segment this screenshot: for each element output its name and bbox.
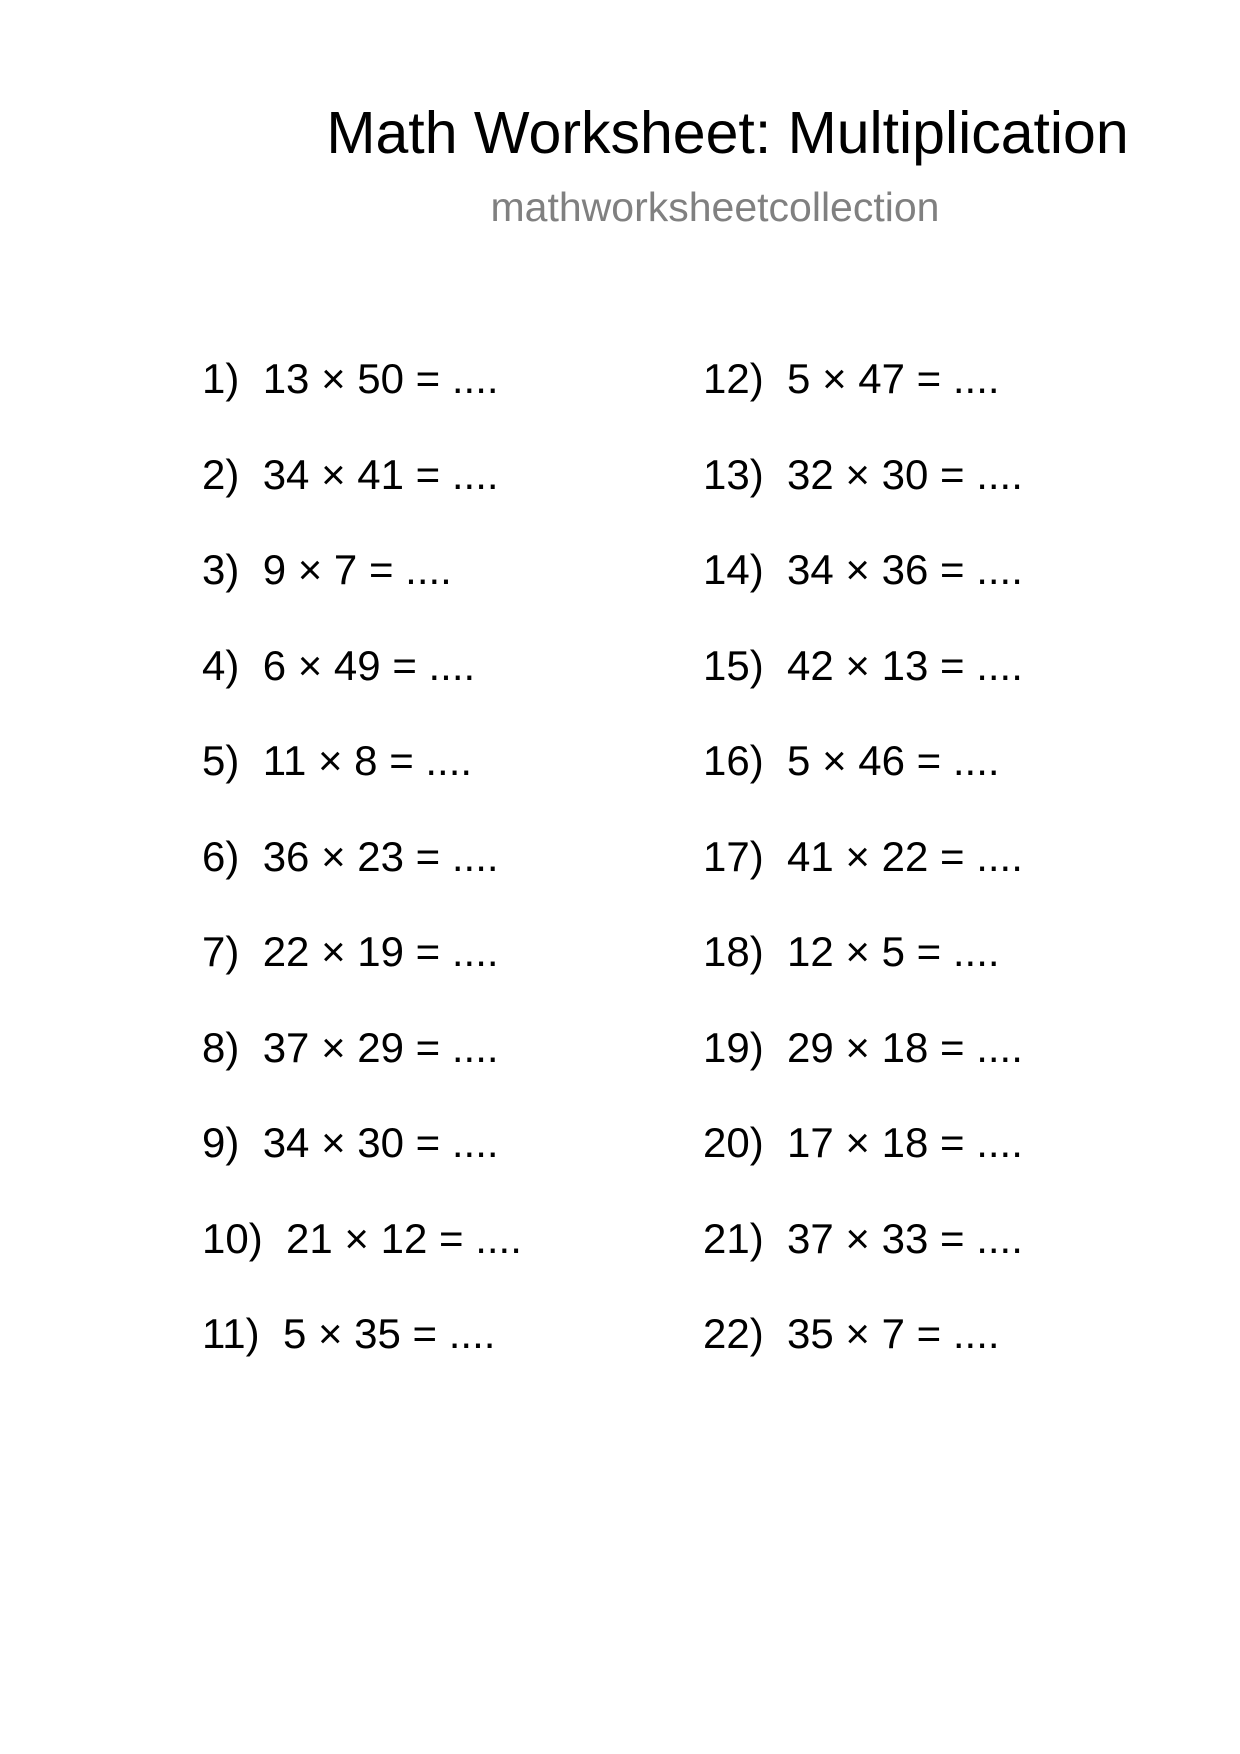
- problem-number: 10): [202, 1214, 263, 1262]
- problems-left-column: [202, 355, 522, 1406]
- problem-number: 12): [703, 355, 764, 402]
- worksheet-title: Math Worksheet: Multiplication: [326, 100, 1129, 166]
- problem-number: 2): [202, 450, 240, 498]
- problem-expression: 22 × 19 = ....: [262, 928, 499, 975]
- problem-item: [202, 737, 522, 833]
- problems-right-column: [703, 355, 1023, 1406]
- problem-number: 5): [202, 737, 240, 784]
- problem-number: 21): [703, 1214, 764, 1262]
- problem-item: [202, 1310, 522, 1406]
- problem-item: [202, 355, 522, 451]
- problem-item: [703, 451, 1023, 547]
- problem-expression: 35 × 7 = ....: [787, 1310, 1000, 1357]
- problem-number: 15): [703, 641, 764, 689]
- problem-number: 14): [703, 546, 764, 593]
- problem-number: 1): [202, 355, 240, 402]
- problem-item: [703, 1119, 1023, 1215]
- problem-number: 6): [202, 832, 240, 880]
- problem-number: 19): [703, 1023, 764, 1071]
- problem-item: [202, 833, 522, 929]
- problem-item: [202, 546, 522, 642]
- problem-expression: 29 × 18 = ....: [787, 1023, 1023, 1071]
- problem-expression: 41 × 22 = ....: [787, 832, 1023, 880]
- problem-expression: 5 × 47 = ....: [787, 355, 1000, 402]
- problem-item: [202, 642, 522, 738]
- problem-expression: 9 × 7 = ....: [262, 546, 452, 593]
- problem-expression: 32 × 30 = ....: [787, 450, 1023, 498]
- problem-item: [703, 737, 1023, 833]
- problem-item: [202, 1215, 522, 1311]
- problem-number: 17): [703, 832, 764, 880]
- problem-expression: 6 × 49 = ....: [262, 641, 476, 689]
- problem-expression: 34 × 41 = ....: [262, 450, 499, 498]
- problem-number: 11): [202, 1310, 260, 1357]
- problem-number: 18): [703, 928, 764, 975]
- problem-number: 7): [202, 928, 240, 975]
- problem-number: 3): [202, 546, 240, 593]
- problem-expression: 17 × 18 = ....: [787, 1119, 1023, 1166]
- problem-item: [202, 451, 522, 547]
- problem-expression: 21 × 12 = ....: [286, 1214, 522, 1262]
- problem-item: [703, 355, 1023, 451]
- problem-item: [703, 546, 1023, 642]
- problem-expression: 42 × 13 = ....: [787, 641, 1023, 689]
- problem-number: 20): [703, 1119, 764, 1166]
- problem-number: 9): [202, 1119, 240, 1166]
- problem-expression: 11 × 8 = ....: [262, 737, 473, 784]
- problem-number: 16): [703, 737, 764, 784]
- problem-expression: 5 × 35 = ....: [282, 1310, 496, 1357]
- problem-expression: 5 × 46 = ....: [787, 737, 1000, 784]
- problem-item: [703, 928, 1023, 1024]
- problem-item: [202, 1024, 522, 1120]
- problem-item: [703, 642, 1023, 738]
- problem-expression: 36 × 23 = ....: [262, 832, 499, 880]
- problem-expression: 34 × 30 = ....: [262, 1119, 499, 1166]
- problem-number: 8): [202, 1023, 240, 1071]
- problem-item: [703, 833, 1023, 929]
- problem-item: [202, 928, 522, 1024]
- problem-expression: 37 × 29 = ....: [262, 1023, 499, 1071]
- problem-expression: 13 × 50 = ....: [262, 355, 499, 402]
- problem-number: 22): [703, 1310, 764, 1357]
- problem-expression: 37 × 33 = ....: [787, 1214, 1023, 1262]
- problem-expression: 12 × 5 = ....: [787, 928, 1000, 975]
- problem-number: 13): [703, 450, 764, 498]
- worksheet-subtitle: mathworksheetcollection: [490, 184, 940, 230]
- problem-item: [703, 1024, 1023, 1120]
- problem-item: [703, 1310, 1023, 1406]
- problem-item: [703, 1215, 1023, 1311]
- problem-item: [202, 1119, 522, 1215]
- problem-expression: 34 × 36 = ....: [787, 546, 1023, 593]
- problem-number: 4): [202, 641, 240, 689]
